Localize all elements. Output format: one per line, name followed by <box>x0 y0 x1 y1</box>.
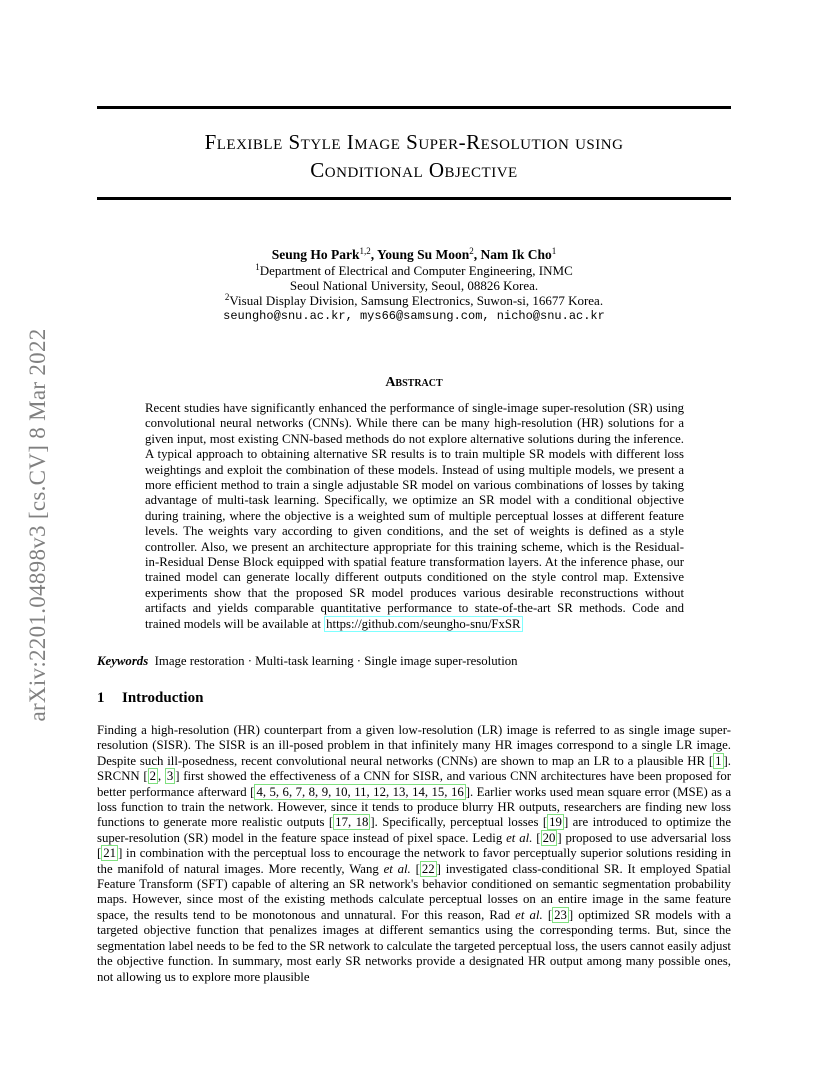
code-link[interactable]: https://github.com/seungho-snu/FxSR <box>326 616 521 631</box>
citation-link[interactable]: 19 <box>549 815 562 830</box>
intro-text: ] are introduced to optimize the super-resolution (SR) model in the feature space instead of pixel space. Ledig <box>97 815 731 845</box>
author-separator: , <box>370 247 377 262</box>
citation-link[interactable]: 23 <box>554 907 567 922</box>
intro-text: ] proposed to use adversarial loss [ <box>97 830 731 861</box>
affiliation-1 <box>97 263 731 279</box>
affiliation-mark: 1 <box>255 262 260 272</box>
keywords-text: Image restoration · Multi-task learning · Single image super-resolution <box>154 654 518 668</box>
affiliation-mark: 2 <box>224 292 230 302</box>
intro-text: ] in combination with the perceptual loss to encourage the network to favor perceptually superior solutions residing in the manifold of natural images. More recently, Wang <box>97 846 731 876</box>
affiliation-text: Department of Electrical and Computer Engineering, INMC <box>259 263 573 278</box>
et-al: et al. <box>506 830 533 845</box>
intro-text: ] optimized SR models with a targeted objective function that penalizes images at different semantics using the corresponding terms. But, since the segmentation label needs to be fed to the SR network to calculate the targeted perceptual loss, the users cannot easily adjust the objective function. In summary, most early SR networks provide a designated HR output among many possible ones, not allowing us to explore more plausible <box>97 907 732 984</box>
et-al: et al. <box>515 907 543 922</box>
keywords-line <box>97 653 731 669</box>
affiliation-2 <box>97 293 731 309</box>
citation-link[interactable]: 17, 18 <box>335 815 369 830</box>
citation-link[interactable]: 21 <box>103 846 117 861</box>
author-affiliation-mark: 1,2 <box>359 246 371 256</box>
intro-paragraph <box>97 723 731 985</box>
citation-link[interactable]: 4, 5, 6, 7, 8, 9, 10, 11, 12, 13, 14, 15, 16 <box>256 784 464 799</box>
intro-text: [ <box>532 830 541 845</box>
arxiv-sidebar <box>18 290 58 760</box>
citation-link[interactable]: 3 <box>166 769 174 784</box>
intro-text: [ <box>542 907 553 922</box>
intro-text: , <box>158 769 165 784</box>
author-emails: seungho@snu.ac.kr, mys66@samsung.com, nicho@snu.ac.kr <box>223 309 605 323</box>
paper-title-line-1: Flexible Style Image Super-Resolution using <box>204 130 624 154</box>
citation-link[interactable]: 22 <box>421 861 435 876</box>
author-name: Seung Ho Park <box>271 247 360 262</box>
abstract-body <box>145 401 684 632</box>
intro-text: ]. Earlier works used mean square error (MSE) as a loss function to train the network. However, since it tends to produce blurry HR outputs, researchers are finding new loss functions to generate more realistic outputs [ <box>97 784 731 830</box>
et-al: et al. <box>383 861 411 876</box>
author-affiliation-mark: 2 <box>469 246 474 256</box>
title-bottom-rule <box>97 197 731 200</box>
author-name: Young Su Moon <box>376 247 470 262</box>
arxiv-identifier: arXiv:2201.04898v3 [cs.CV] 8 Mar 2022 <box>25 328 50 722</box>
intro-text: ]. SRCNN [ <box>97 753 731 784</box>
citation-link[interactable]: 1 <box>715 753 722 768</box>
section-heading <box>97 690 203 707</box>
section-number: 1 <box>97 690 105 706</box>
citation-link[interactable]: 2 <box>149 769 157 784</box>
section-title: Introduction <box>122 690 204 706</box>
intro-text: Finding a high-resolution (HR) counterpart from a given low-resolution (LR) image is referred to as single image super-resolution (SISR). The SISR is an ill-posed problem in that infinitely many HR images correspond to a single LR image. Despite such ill-posedness, recent convolutional neural networks (CNNs) are shown to map an LR to a plausible HR [ <box>97 723 731 768</box>
intro-text: ]. Specifically, perceptual losses [ <box>370 815 548 830</box>
author-separator: , <box>473 247 481 262</box>
citation-link[interactable]: 20 <box>542 830 556 845</box>
paper-title-line-2: Conditional Objective <box>310 158 518 182</box>
affiliation-1-address: Seoul National University, Seoul, 08826 Korea. <box>289 278 539 293</box>
intro-text: [ <box>410 861 420 876</box>
intro-text: ] investigated class-conditional SR. It employed Spatial Feature Transform (SFT) capable of altering an SR network's behavior conditioned on semantic segmentation probability maps. However, since most of the existing methods calculate perceptual losses on an entire image in the same feature space, the results tend to be monotonous and unnatural. For this reason, Rad <box>97 861 731 922</box>
keywords-label: Keywords <box>97 654 149 668</box>
author-affiliation-mark: 1 <box>551 246 557 256</box>
abstract-heading: Abstract <box>385 375 443 390</box>
intro-text: ] first showed the effectiveness of a CNN for SISR, and various CNN architectures have been proposed for better performance afterward [ <box>97 769 731 799</box>
abstract-text: Recent studies have significantly enhanced the performance of single-image super-resolution (SR) using convolutional neural networks (CNNs). While there can be many high-resolution (HR) solutions for a given input, most existing CNN-based methods do not explore alternative solutions during the inference. A typical approach to obtaining alternative SR results is to train multiple SR models with different loss weightings and exploit the combination of these models. Instead of using multiple models, we present a more efficient method to train a single adjustable SR model on various combinations of losses by taking advantage of multi-task learning. Specifically, we optimize an SR model with a conditional objective during training, where the objective is a weighted sum of multiple perceptual losses at different feature levels. The weights vary according to given conditions, and the set of weights is defined as a style controller. Also, we present an architecture appropriate for this training scheme, which is the Residual-in-Residual Dense Block equipped with spatial feature transformation layers. At the inference phase, our trained model can generate locally different outputs conditioned on the style control map. Extensive experiments show that the proposed SR model produces various desirable reconstructions without artifacts and yields comparable quantitative performance to state-of-the-art SR methods. Code and trained models will be available at <box>145 401 684 631</box>
affiliation-text: Visual Display Division, Samsung Electronics, Suwon-si, 16677 Korea. <box>229 293 604 308</box>
author-list <box>97 247 731 263</box>
author-name: Nam Ik Cho <box>480 247 552 262</box>
title-top-rule <box>97 106 731 109</box>
